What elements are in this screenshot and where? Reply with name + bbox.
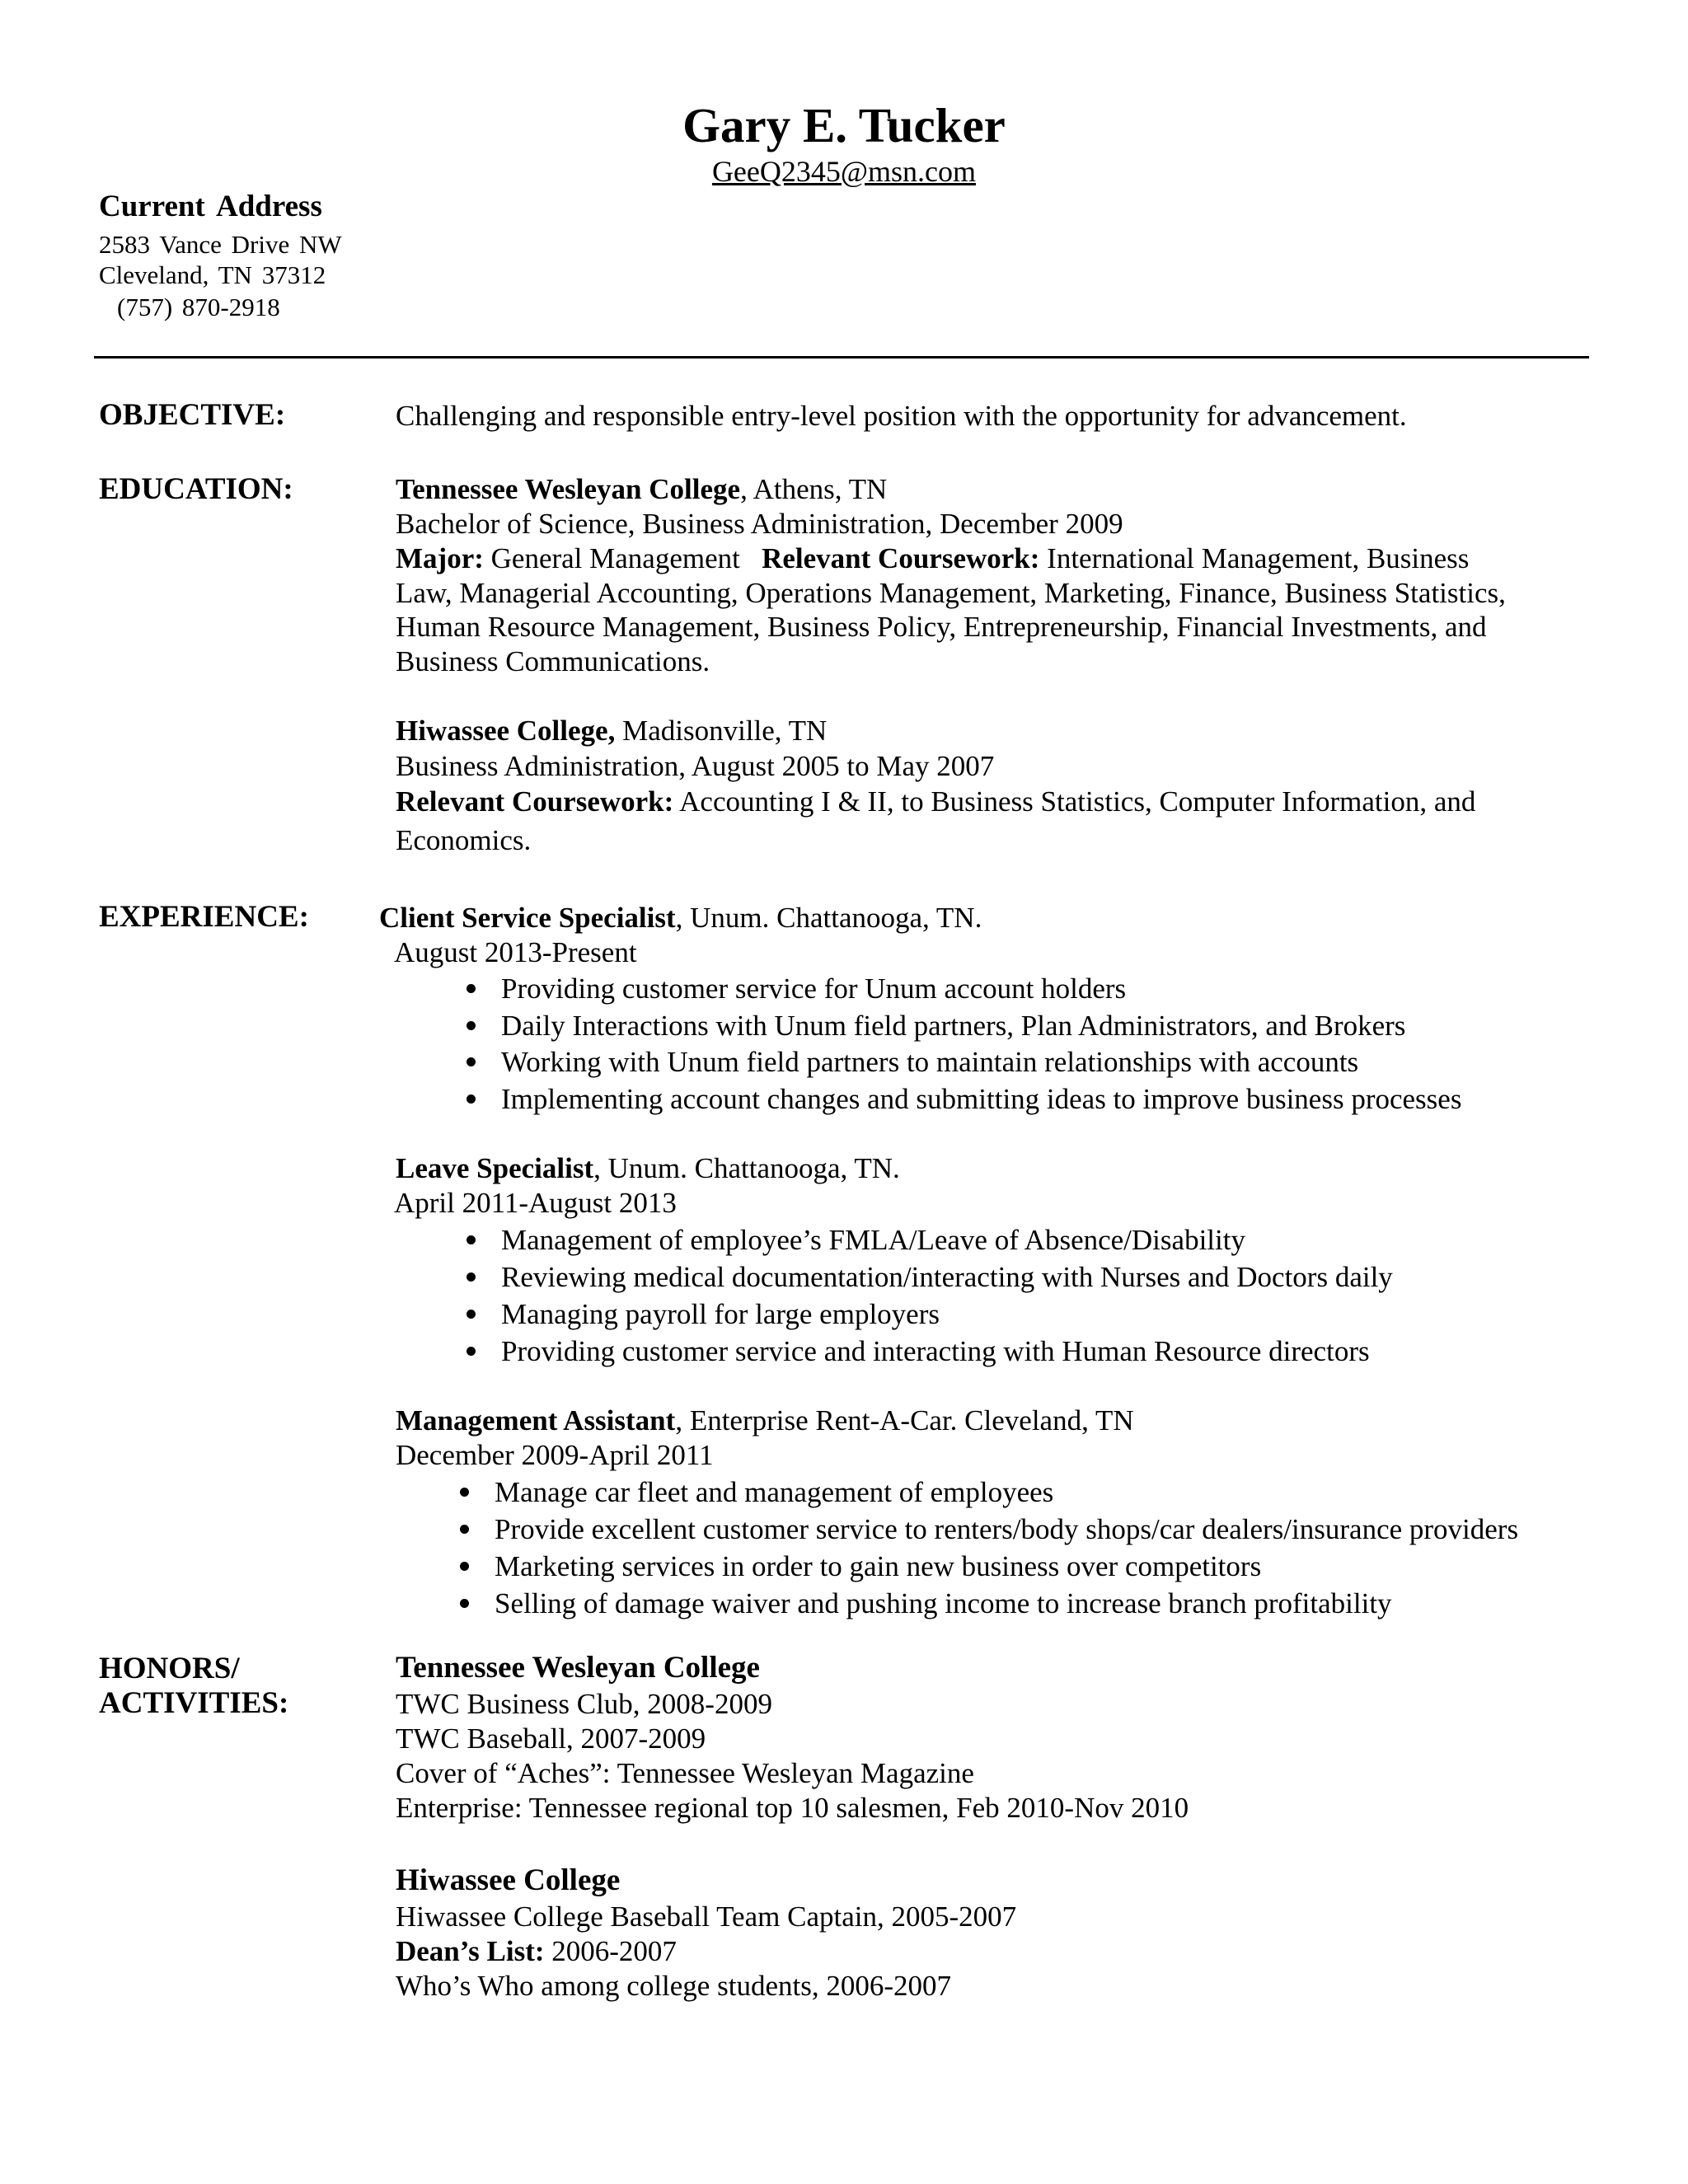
job-1-employer: , Unum. Chattanooga, TN. [675, 902, 982, 934]
honors-twc-item: Cover of “Aches”: Tennessee Wesleyan Magazine [396, 1757, 974, 1789]
hiwassee-coursework-line [396, 785, 1475, 819]
address-city: Cleveland, TN 37312 [99, 260, 326, 289]
email-link[interactable]: GeeQ2345@msn.com [711, 155, 977, 188]
job-2-employer: , Unum. Chattanooga, TN. [593, 1152, 900, 1184]
hiwassee-coursework-1: Accounting I & II, to Business Statistics, Computer Information, and [673, 785, 1476, 818]
bullet-icon [467, 1094, 476, 1104]
bullet-icon [467, 1057, 476, 1066]
bullet-icon [467, 984, 476, 993]
twc-coursework-label: Relevant Coursework: [762, 542, 1040, 574]
major-value: General Management [483, 542, 762, 574]
twc-coursework-4: Business Communications. [396, 645, 710, 677]
job-1-bullet: Providing customer service for Unum account holders [501, 972, 1127, 1005]
twc-coursework-2: Law, Managerial Accounting, Operations Management, Marketing, Finance, Business Statistics, [396, 577, 1506, 609]
job-3-dates: December 2009-April 2011 [396, 1439, 714, 1471]
education-heading: EDUCATION: [99, 472, 293, 506]
honors-heading: HONORS/ [99, 1652, 240, 1685]
honors-hiwassee-school: Hiwassee College [396, 1863, 621, 1897]
job-3-title: Management Assistant [396, 1404, 676, 1436]
objective-text: Challenging and responsible entry-level position with the opportunity for advancement. [396, 400, 1407, 432]
twc-coursework-3: Human Resource Management, Business Policy, Entrepreneurship, Financial Investments, and [396, 611, 1487, 643]
honors-twc-item: Enterprise: Tennessee regional top 10 salesmen, Feb 2010-Nov 2010 [396, 1792, 1189, 1824]
header-divider [94, 356, 1589, 359]
hiwassee-location: Madisonville, TN [615, 715, 828, 747]
twc-degree: Bachelor of Science, Business Administration, December 2009 [396, 508, 1123, 540]
twc-location: , Athens, TN [740, 473, 888, 505]
honors-twc-item: TWC Business Club, 2008-2009 [396, 1688, 772, 1720]
bullet-icon [467, 1235, 476, 1244]
activities-heading: ACTIVITIES: [99, 1686, 289, 1720]
honors-deans-list-line [396, 1934, 677, 1969]
major-label: Major: [396, 542, 484, 574]
honors-twc-item: TWC Baseball, 2007-2009 [396, 1722, 706, 1755]
bullet-icon [460, 1488, 469, 1497]
job-3-employer: , Enterprise Rent-A-Car. Cleveland, TN [675, 1404, 1134, 1436]
job-1-dates: August 2013-Present [394, 936, 637, 968]
candidate-name: Gary E. Tucker [682, 98, 1006, 152]
job-2-title: Leave Specialist [396, 1152, 594, 1184]
bullet-icon [467, 1310, 476, 1319]
job-3-bullet: Marketing services in order to gain new business over competitors [495, 1550, 1262, 1582]
experience-heading: EXPERIENCE: [99, 900, 309, 934]
deans-list-years: 2006-2007 [544, 1935, 677, 1967]
job-3-bullet: Selling of damage waiver and pushing income to increase branch profitability [495, 1587, 1392, 1619]
hiwassee-coursework-2: Economics. [396, 824, 532, 856]
bullet-icon [460, 1525, 469, 1534]
job-1-bullet: Working with Unum field partners to maintain relationships with accounts [501, 1046, 1359, 1078]
job-1-title-line [379, 901, 982, 935]
honors-whos-who: Who’s Who among college students, 2006-2007 [396, 1970, 951, 2002]
address-street: 2583 Vance Drive NW [99, 230, 342, 259]
job-2-bullet: Reviewing medical documentation/interacting with Nurses and Doctors daily [501, 1261, 1393, 1293]
objective-heading: OBJECTIVE: [99, 398, 286, 432]
hiwassee-school-line [396, 714, 827, 748]
twc-school-name: Tennessee Wesleyan College [396, 473, 741, 505]
job-1-bullet: Daily Interactions with Unum field partners, Plan Administrators, and Brokers [501, 1010, 1406, 1042]
bullet-icon [467, 1347, 476, 1356]
bullet-icon [460, 1599, 469, 1608]
job-3-title-line [396, 1404, 1134, 1438]
address-phone: (757) 870-2918 [117, 293, 280, 321]
deans-list-label: Dean’s List: [396, 1935, 545, 1967]
address-title: Current Address [99, 190, 322, 223]
job-2-dates: April 2011-August 2013 [394, 1187, 677, 1219]
job-3-bullet: Manage car fleet and management of employees [495, 1476, 1054, 1508]
job-2-bullet: Managing payroll for large employers [501, 1298, 940, 1330]
job-2-title-line [396, 1151, 900, 1186]
bullet-icon [467, 1021, 476, 1030]
bullet-icon [460, 1562, 469, 1571]
hiwassee-program: Business Administration, August 2005 to May 2007 [396, 750, 995, 782]
job-3-bullet: Provide excellent customer service to renters/body shops/car dealers/insurance providers [495, 1513, 1519, 1545]
hiwassee-school-name: Hiwassee College, [396, 715, 616, 747]
bullet-icon [467, 1272, 476, 1282]
hiwassee-coursework-label: Relevant Coursework: [396, 785, 674, 818]
job-1-title: Client Service Specialist [379, 902, 676, 934]
honors-hiwassee-captain: Hiwassee College Baseball Team Captain, 2005-2007 [396, 1900, 1017, 1933]
job-2-bullet: Providing customer service and interacting with Human Resource directors [501, 1335, 1370, 1367]
honors-twc-school: Tennessee Wesleyan College [396, 1651, 760, 1685]
job-1-bullet: Implementing account changes and submitting ideas to improve business processes [501, 1083, 1462, 1115]
twc-school-line [396, 472, 887, 507]
job-2-bullet: Management of employee’s FMLA/Leave of Absence/Disability [501, 1224, 1245, 1256]
twc-coursework-1: International Management, Business [1039, 542, 1470, 574]
twc-major-line [396, 541, 1469, 576]
